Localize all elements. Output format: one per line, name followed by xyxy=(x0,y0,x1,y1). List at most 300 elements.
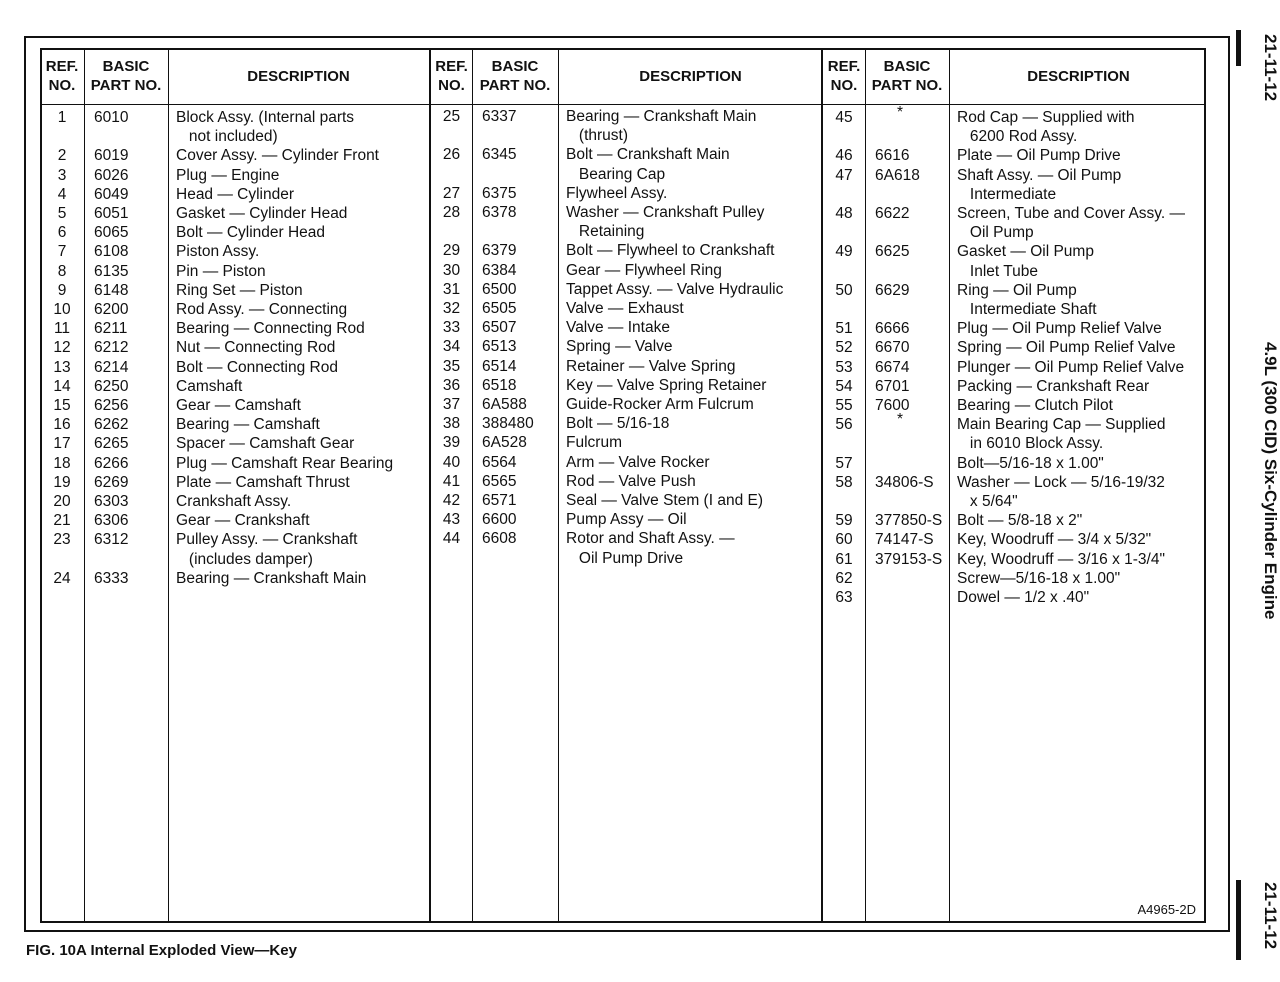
part-no-cell: 6564 xyxy=(482,453,517,471)
part-no-cell: 6384 xyxy=(482,261,517,279)
description-cell: Washer — Crankshaft Pulley xyxy=(566,204,765,221)
ref-no-cell: 16 xyxy=(53,416,71,434)
description-cell: Spring — Valve xyxy=(566,338,673,356)
ref-no-cell: 56 xyxy=(835,416,853,434)
ref-no-cell: 43 xyxy=(442,511,461,529)
table-row xyxy=(823,338,1206,357)
ref-no-cell: 59 xyxy=(835,512,853,530)
table-row xyxy=(823,300,1206,319)
table-row xyxy=(40,242,429,261)
ref-no-cell: 54 xyxy=(835,377,853,395)
header-basic-part-no xyxy=(865,48,949,104)
description-cell: Retainer — Valve Spring xyxy=(566,357,736,375)
ref-no-cell: 7 xyxy=(57,243,67,261)
header-ref-no-line: NO. xyxy=(48,77,76,94)
part-no-cell: 6518 xyxy=(482,376,517,394)
page-number-bottom: 21-11-12 xyxy=(1261,882,1280,950)
ref-no-cell: 26 xyxy=(442,146,461,164)
ref-no-cell: 51 xyxy=(835,320,853,338)
ref-no-cell: 33 xyxy=(442,319,461,337)
description-cell: Spring — Oil Pump Relief Valve xyxy=(957,339,1176,357)
part-no-cell: 6306 xyxy=(94,512,129,530)
ref-no-cell: 23 xyxy=(53,531,71,549)
description-cell: Arm — Valve Rocker xyxy=(566,453,710,471)
part-no-cell: 6622 xyxy=(875,205,910,222)
description-cell: Bolt — Flywheel to Crankshaft xyxy=(566,242,775,260)
header-description-line: DESCRIPTION xyxy=(1027,67,1130,85)
table-row xyxy=(40,530,429,549)
ref-no-cell: 11 xyxy=(53,320,71,338)
table-row xyxy=(823,166,1206,185)
description-cell: Guide-Rocker Arm Fulcrum xyxy=(566,396,754,413)
table-row xyxy=(823,396,1206,415)
description-cell: Bearing — Clutch Pilot xyxy=(957,397,1113,414)
description-cell: Inlet Tube xyxy=(957,262,1038,280)
table-row xyxy=(40,377,429,396)
description-cell: Gear — Crankshaft xyxy=(176,512,310,530)
figure-code: A4965-2D xyxy=(1137,902,1196,917)
part-no-cell: 74147-S xyxy=(875,531,934,549)
ref-no-cell: 21 xyxy=(53,512,71,530)
ref-no-cell: 42 xyxy=(442,492,461,509)
header-divider xyxy=(823,104,1206,105)
ref-no-cell: 30 xyxy=(442,261,461,279)
part-no-cell: * xyxy=(897,104,904,121)
description-cell: Main Bearing Cap — Supplied xyxy=(957,416,1166,434)
description-cell: 6200 Rod Assy. xyxy=(957,128,1078,146)
part-no-cell: 6670 xyxy=(875,339,910,357)
table-row xyxy=(40,415,429,434)
part-no-cell: 6333 xyxy=(94,569,129,587)
part-no-cell: 6600 xyxy=(482,511,517,529)
description-cell: Rod Assy. — Connecting xyxy=(176,301,348,318)
description-cell: Head — Cylinder xyxy=(176,185,295,203)
part-no-cell: 6212 xyxy=(94,339,129,357)
description-cell: not included) xyxy=(176,128,278,146)
description-cell: Bearing — Crankshaft Main xyxy=(566,108,757,125)
table-row xyxy=(431,318,821,337)
description-cell: Bolt—5/16-18 x 1.00" xyxy=(957,454,1104,472)
part-no-cell: 6265 xyxy=(94,435,129,453)
table-row xyxy=(431,472,821,491)
table-row xyxy=(431,549,821,568)
part-no-cell: 6266 xyxy=(94,454,129,472)
ref-no-cell: 24 xyxy=(53,569,71,587)
description-cell: Key — Valve Spring Retainer xyxy=(566,376,767,394)
description-cell: Bolt — Cylinder Head xyxy=(176,224,326,242)
description-cell: Plug — Engine xyxy=(176,166,280,184)
table-row xyxy=(40,281,429,300)
description-cell: Rotor and Shaft Assy. — xyxy=(566,530,735,548)
ref-no-cell: 31 xyxy=(442,280,461,298)
table-row xyxy=(40,127,429,146)
ref-no-cell: 53 xyxy=(835,358,853,376)
header-basic-part-no-line: PART NO. xyxy=(90,77,162,94)
part-no-cell: 6256 xyxy=(94,397,129,414)
description-cell: Plate — Camshaft Thrust xyxy=(176,473,350,491)
table-row xyxy=(823,281,1206,300)
part-no-cell: 6148 xyxy=(94,281,129,299)
ref-no-cell: 17 xyxy=(53,435,71,453)
table-row xyxy=(40,146,429,165)
part-no-cell: 6135 xyxy=(94,262,129,280)
table-row xyxy=(431,107,821,126)
part-no-cell: 6514 xyxy=(482,357,517,375)
description-cell: x 5/64" xyxy=(957,493,1018,510)
ref-no-cell: 60 xyxy=(835,531,853,549)
header-ref-no-line: NO. xyxy=(438,77,465,94)
ref-no-cell: 47 xyxy=(835,166,853,184)
table-row xyxy=(823,262,1206,281)
description-cell: Packing — Crankshaft Rear xyxy=(957,377,1150,395)
table-row xyxy=(40,204,429,223)
table-panel-1 xyxy=(40,48,429,923)
header-basic-part-no-line: PART NO. xyxy=(871,77,943,94)
part-no-cell: 6049 xyxy=(94,185,129,203)
part-no-cell: 6A528 xyxy=(482,434,527,452)
description-cell: Plunger — Oil Pump Relief Valve xyxy=(957,358,1185,376)
table-row xyxy=(823,223,1206,242)
ref-no-cell: 25 xyxy=(442,108,461,125)
header-basic-part-no-line: BASIC xyxy=(883,58,931,75)
ref-no-cell: 27 xyxy=(442,184,461,202)
ref-no-cell: 5 xyxy=(57,205,67,222)
description-cell: Retaining xyxy=(566,223,645,241)
table-row xyxy=(431,357,821,376)
table-row xyxy=(40,185,429,204)
description-cell: Washer — Lock — 5/16-19/32 xyxy=(957,473,1165,491)
description-cell: Intermediate xyxy=(957,185,1057,203)
table-row xyxy=(431,203,821,222)
figure-caption: FIG. 10A Internal Exploded View—Key xyxy=(26,942,297,959)
description-cell: Ring — Oil Pump xyxy=(957,281,1077,299)
description-cell: Fulcrum xyxy=(566,434,622,452)
table-row xyxy=(40,454,429,473)
table-row xyxy=(823,588,1206,607)
description-cell: Valve — Intake xyxy=(566,319,670,337)
table-row xyxy=(823,473,1206,492)
table-row xyxy=(823,550,1206,569)
table-row xyxy=(40,434,429,453)
table-row xyxy=(431,261,821,280)
ref-no-cell: 35 xyxy=(442,357,461,375)
table-row xyxy=(431,510,821,529)
description-cell: in 6010 Block Assy. xyxy=(957,435,1104,453)
part-no-cell: 6065 xyxy=(94,224,129,242)
header-description-line: DESCRIPTION xyxy=(639,67,742,85)
ref-no-cell: 38 xyxy=(442,415,461,433)
table-row xyxy=(431,222,821,241)
table-row xyxy=(823,511,1206,530)
table-row xyxy=(823,530,1206,549)
part-no-cell: 6674 xyxy=(875,358,910,376)
table-row xyxy=(40,300,429,319)
table-row xyxy=(431,184,821,203)
table-row xyxy=(431,395,821,414)
description-cell: Screw—5/16-18 x 1.00" xyxy=(957,569,1121,587)
table-row xyxy=(823,242,1206,261)
description-cell: (includes damper) xyxy=(176,550,313,568)
table-row xyxy=(40,492,429,511)
ref-no-cell: 48 xyxy=(835,205,853,222)
ref-no-cell: 3 xyxy=(57,166,67,184)
description-cell: Bolt — Connecting Rod xyxy=(176,358,338,376)
ref-no-cell: 37 xyxy=(442,396,461,413)
table-row xyxy=(431,241,821,260)
description-cell: Oil Pump xyxy=(957,224,1034,242)
description-cell: Bolt — Crankshaft Main xyxy=(566,146,730,164)
description-cell: (thrust) xyxy=(566,127,629,145)
table-row xyxy=(431,491,821,510)
page-number-top: 21-11-12 xyxy=(1261,34,1280,102)
table-row xyxy=(823,569,1206,588)
description-cell: Pump Assy — Oil xyxy=(566,511,687,529)
description-cell: Gasket — Oil Pump xyxy=(957,243,1094,261)
table-row xyxy=(431,165,821,184)
header-basic-part-no-line: BASIC xyxy=(102,58,150,75)
description-cell: Bolt — 5/16-18 xyxy=(566,415,670,433)
description-cell: Tappet Assy. — Valve Hydraulic xyxy=(566,280,784,298)
description-cell: Gasket — Cylinder Head xyxy=(176,205,348,222)
description-cell: Gear — Flywheel Ring xyxy=(566,261,722,279)
table-row xyxy=(40,108,429,127)
table-row xyxy=(823,104,1206,127)
ref-no-cell: 9 xyxy=(57,281,67,299)
part-no-cell: 6200 xyxy=(94,301,129,318)
table-row xyxy=(431,337,821,356)
ref-no-cell: 6 xyxy=(57,224,67,242)
description-cell: Flywheel Assy. xyxy=(566,184,668,202)
header-ref-no xyxy=(40,48,84,104)
part-no-cell: 388480 xyxy=(482,415,534,433)
description-cell: Gear — Camshaft xyxy=(176,397,301,414)
header-basic-part-no-line: BASIC xyxy=(491,58,539,75)
header-basic-part-no xyxy=(84,48,168,104)
header-basic-part-no-line: PART NO. xyxy=(479,77,551,94)
ref-no-cell: 41 xyxy=(442,472,461,490)
part-no-cell: 6214 xyxy=(94,358,129,376)
table-row xyxy=(40,473,429,492)
ref-no-cell: 57 xyxy=(835,454,853,472)
description-cell: Nut — Connecting Rod xyxy=(176,339,336,357)
description-cell: Shaft Assy. — Oil Pump xyxy=(957,166,1122,184)
header-ref-no-line: NO. xyxy=(830,77,858,94)
ref-no-cell: 10 xyxy=(53,301,71,318)
part-no-cell: 6379 xyxy=(482,242,517,260)
part-no-cell: 6565 xyxy=(482,472,517,490)
table-row xyxy=(823,146,1206,165)
ref-no-cell: 40 xyxy=(442,453,461,471)
part-no-cell: 6108 xyxy=(94,243,129,261)
description-cell: Block Assy. (Internal parts xyxy=(176,109,355,126)
header-divider xyxy=(431,104,821,105)
header-description-line: DESCRIPTION xyxy=(247,67,350,85)
header-description xyxy=(949,48,1208,104)
description-cell: Bearing Cap xyxy=(566,165,666,183)
part-no-cell: 6250 xyxy=(94,377,129,395)
part-no-cell: 6378 xyxy=(482,204,517,221)
table-row xyxy=(40,396,429,415)
description-cell: Spacer — Camshaft Gear xyxy=(176,435,355,453)
description-cell: Pulley Assy. — Crankshaft xyxy=(176,531,358,549)
description-cell: Plug — Oil Pump Relief Valve xyxy=(957,320,1162,338)
description-cell: Dowel — 1/2 x .40" xyxy=(957,589,1090,606)
ref-no-cell: 19 xyxy=(53,473,71,491)
table-row xyxy=(40,358,429,377)
part-no-cell: 6026 xyxy=(94,166,129,184)
part-no-cell: 6629 xyxy=(875,281,910,299)
table-row xyxy=(823,204,1206,223)
part-no-cell: 6051 xyxy=(94,205,129,222)
part-no-cell: 6375 xyxy=(482,184,517,202)
ref-no-cell: 52 xyxy=(835,339,853,357)
table-row xyxy=(823,454,1206,473)
table-row xyxy=(431,299,821,318)
part-no-cell: 6345 xyxy=(482,146,517,164)
table-row xyxy=(823,185,1206,204)
part-no-cell: 6616 xyxy=(875,147,910,165)
ref-no-cell: 63 xyxy=(835,589,853,606)
table-row xyxy=(431,376,821,395)
description-cell: Screen, Tube and Cover Assy. — xyxy=(957,205,1186,222)
ref-no-cell: 20 xyxy=(53,493,71,510)
header-ref-no-line: REF. xyxy=(45,58,79,75)
description-cell: Camshaft xyxy=(176,377,243,395)
table-row xyxy=(40,262,429,281)
part-no-cell: 6625 xyxy=(875,243,910,261)
header-basic-part-no xyxy=(472,48,558,104)
ref-no-cell: 46 xyxy=(835,147,853,165)
description-cell: Bearing — Crankshaft Main xyxy=(176,569,367,587)
description-cell: Bearing — Connecting Rod xyxy=(176,320,365,338)
description-cell: Crankshaft Assy. xyxy=(176,493,292,510)
description-cell: Ring Set — Piston xyxy=(176,281,303,299)
part-no-cell: 6507 xyxy=(482,319,517,337)
description-cell: Pin — Piston xyxy=(176,262,266,280)
table-row xyxy=(823,434,1206,453)
part-no-cell: 34806-S xyxy=(875,473,934,491)
header-ref-no-line: REF. xyxy=(435,58,468,75)
section-title: 4.9L (300 CID) Six-Cylinder Engine xyxy=(1261,342,1280,620)
description-cell: Oil Pump Drive xyxy=(566,549,684,567)
header-divider xyxy=(40,104,429,105)
ref-no-cell: 4 xyxy=(57,185,67,203)
part-no-cell: 6666 xyxy=(875,320,910,338)
description-cell: Rod — Valve Push xyxy=(566,472,696,490)
ref-no-cell: 62 xyxy=(835,569,853,587)
ref-no-cell: 15 xyxy=(53,397,71,414)
table-row xyxy=(40,223,429,242)
part-no-cell: 6312 xyxy=(94,531,129,549)
table-row xyxy=(823,411,1206,434)
table-row xyxy=(823,492,1206,511)
table-row xyxy=(431,280,821,299)
ref-no-cell: 14 xyxy=(53,377,71,395)
part-no-cell: 6571 xyxy=(482,492,517,509)
table-row xyxy=(823,319,1206,338)
table-row xyxy=(40,166,429,185)
table-panel-3 xyxy=(821,48,1206,923)
ref-no-cell: 45 xyxy=(835,109,853,126)
description-cell: Plate — Oil Pump Drive xyxy=(957,147,1121,165)
table-row xyxy=(431,145,821,164)
ref-no-cell: 36 xyxy=(442,376,461,394)
description-cell: Intermediate Shaft xyxy=(957,301,1097,318)
table-row xyxy=(40,550,429,569)
table-row xyxy=(823,127,1206,146)
part-no-cell: 6701 xyxy=(875,377,910,395)
part-no-cell: 6337 xyxy=(482,108,517,125)
ref-no-cell: 58 xyxy=(835,473,853,491)
table-row xyxy=(431,453,821,472)
ref-no-cell: 49 xyxy=(835,243,853,261)
table-row xyxy=(431,414,821,433)
table-row xyxy=(40,338,429,357)
header-description xyxy=(168,48,429,104)
table-panel-2 xyxy=(429,48,821,923)
description-cell: Bearing — Camshaft xyxy=(176,416,320,434)
header-ref-no xyxy=(431,48,472,104)
part-no-cell: 6505 xyxy=(482,300,517,317)
header-ref-no-line: REF. xyxy=(827,58,861,75)
part-no-cell: 6269 xyxy=(94,473,129,491)
description-cell: Valve — Exhaust xyxy=(566,300,684,317)
ref-no-cell: 8 xyxy=(57,262,67,280)
table-row xyxy=(823,377,1206,396)
part-no-cell: 6608 xyxy=(482,530,517,548)
part-no-cell: 6211 xyxy=(94,320,128,338)
ref-no-cell: 12 xyxy=(53,339,71,357)
ref-no-cell: 29 xyxy=(442,242,461,260)
part-no-cell: 6513 xyxy=(482,338,517,356)
ref-no-cell: 32 xyxy=(442,300,461,317)
part-no-cell: 6010 xyxy=(94,109,129,126)
header-description xyxy=(558,48,823,104)
description-cell: Key, Woodruff — 3/16 x 1-3/4" xyxy=(957,550,1165,568)
table-row xyxy=(431,433,821,452)
table-row xyxy=(40,569,429,588)
part-no-cell: 6A588 xyxy=(482,396,527,413)
table-row xyxy=(431,126,821,145)
ref-no-cell: 28 xyxy=(442,204,461,221)
ref-no-cell: 13 xyxy=(53,358,71,376)
ref-no-cell: 34 xyxy=(442,338,461,356)
ref-no-cell: 18 xyxy=(53,454,71,472)
ref-no-cell: 2 xyxy=(57,147,67,165)
table-row xyxy=(431,529,821,548)
description-cell: Seal — Valve Stem (I and E) xyxy=(566,492,763,509)
ref-no-cell: 50 xyxy=(835,281,853,299)
description-cell: Rod Cap — Supplied with xyxy=(957,109,1135,126)
ref-no-cell: 55 xyxy=(835,397,853,414)
ref-no-cell: 44 xyxy=(442,530,461,548)
ref-no-cell: 1 xyxy=(57,109,67,126)
table-row xyxy=(40,319,429,338)
part-no-cell: 6019 xyxy=(94,147,129,165)
table-row xyxy=(40,511,429,530)
part-no-cell: 377850-S xyxy=(875,512,943,530)
part-no-cell: 7600 xyxy=(875,397,910,414)
part-no-cell: * xyxy=(897,411,904,429)
table-row xyxy=(823,358,1206,377)
ref-no-cell: 39 xyxy=(442,434,461,452)
header-ref-no xyxy=(823,48,865,104)
description-cell: Bolt — 5/8-18 x 2" xyxy=(957,512,1083,530)
description-cell: Piston Assy. xyxy=(176,243,260,261)
ref-no-cell: 61 xyxy=(835,550,853,568)
part-no-cell: 6500 xyxy=(482,280,517,298)
part-no-cell: 6A618 xyxy=(875,166,920,184)
